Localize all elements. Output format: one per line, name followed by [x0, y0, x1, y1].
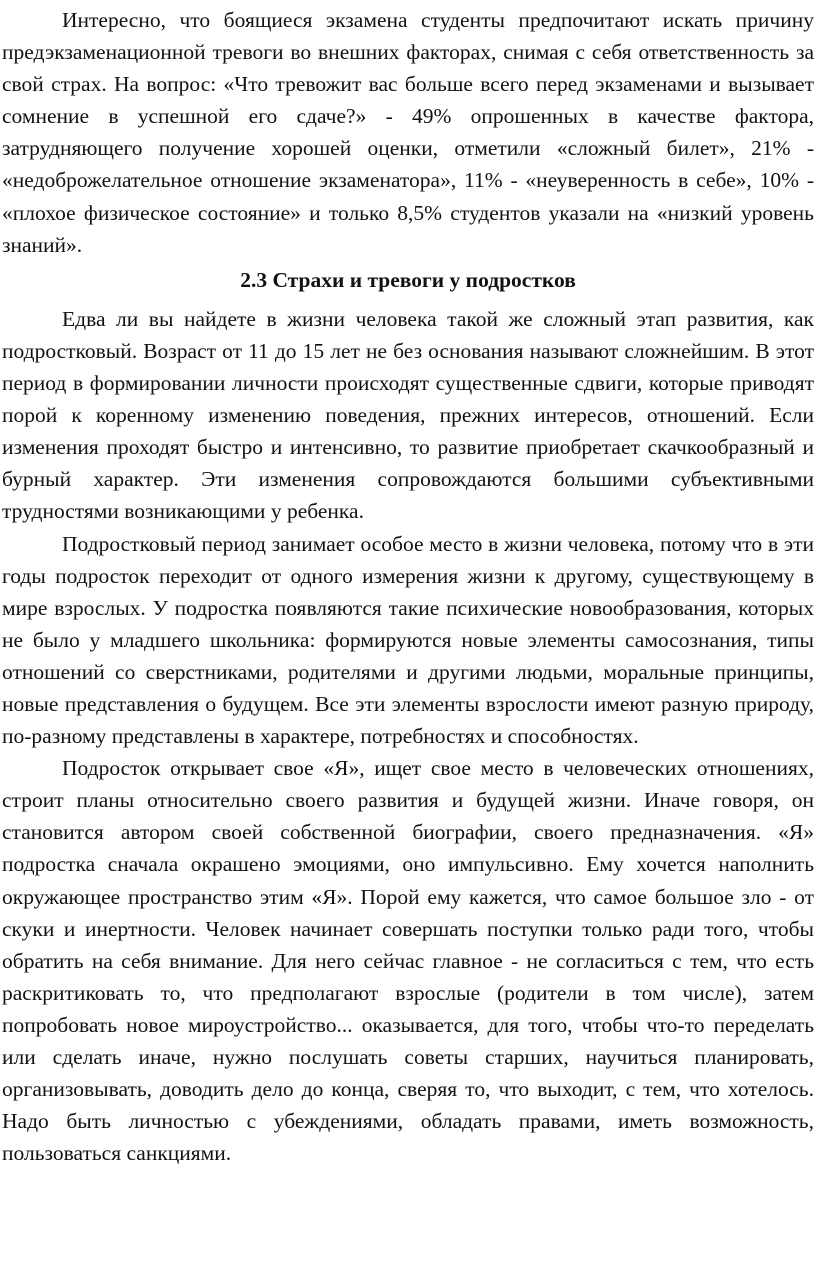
paragraph-adolescent-period: Подростковый период занимает особое место в жизни человека, потому что в эти годы подросток переходит от одного измерения жизни к другому, существующему в мире взрослых. У подростка появляются такие психические новообразования, которых не было у младшего школьника: формируются новые элементы самосознания, типы отношений со сверстниками, родителями и другими людьми, моральные принципы, новые представления о будущем. Все эти элементы взрослости имеют разную природу, по-разному представлены в характере, потребностях и способностях. — [2, 531, 814, 749]
paragraph-adolescence-stage: Едва ли вы найдете в жизни человека такой же сложный этап развития, как подростковый. Возраст от 11 до 15 лет не без основания называют сложнейшим. В этот период в формировании личности происходят существенные сдвиги, которые приводят порой к коренному изменению поведения, прежних интересов, отношений. Если изменения проходят быстро и интенсивно, то развитие приобретает скачкообразный и бурный характер. Эти изменения сопровождаются большими субъективными трудностями возникающими у ребенка. — [2, 306, 814, 524]
paragraph-adolescent-self: Подросток открывает свое «Я», ищет свое место в человеческих отношениях, строит планы относительно своего развития и будущей жизни. Иначе говоря, он становится автором своей собственной биографии, своего предназначения. «Я» подростка сначала окрашено эмоциями, оно импульсивно. Ему хочется наполнить окружающее пространство этим «Я». Порой ему кажется, что самое большое зло - от скуки и инертности. Человек начинает совершать поступки только ради того, чтобы обратить на себя внимание. Для него сейчас главное - не согласиться с тем, что есть раскритиковать то, что предполагают взрослые (родители в том числе), затем попробовать новое мироустройство... оказывается, для того, чтобы что-то переделать или сделать иначе, нужно послушать советы старших, научиться планировать, организовывать, доводить дело до конца, сверяя то, что выходит, с тем, что хотелось. Надо быть личностью с убеждениями, обладать правами, иметь возможность, пользоваться санкциями. — [2, 756, 814, 1166]
paragraph-exam-anxiety: Интересно, что боящиеся экзамена студенты предпочитают искать причину предэкзаменационной тревоги во внешних факторах, снимая с себя ответственность за свой страх. На вопрос: «Что тревожит вас больше всего перед экзаменами и вызывает сомнение в успешной его сдаче?» - 49% опрошенных в качестве фактора, затрудняющего получение хорошей оценки, отметили «сложный билет», 21% - «недоброжелательное отношение экзаменатора», 11% - «неуверенность в себе», 10% - «плохое физическое состояние» и только 8,5% студентов указали на «низкий уровень знаний». — [2, 8, 814, 257]
section-heading: 2.3 Страхи и тревоги у подростков — [240, 267, 576, 292]
